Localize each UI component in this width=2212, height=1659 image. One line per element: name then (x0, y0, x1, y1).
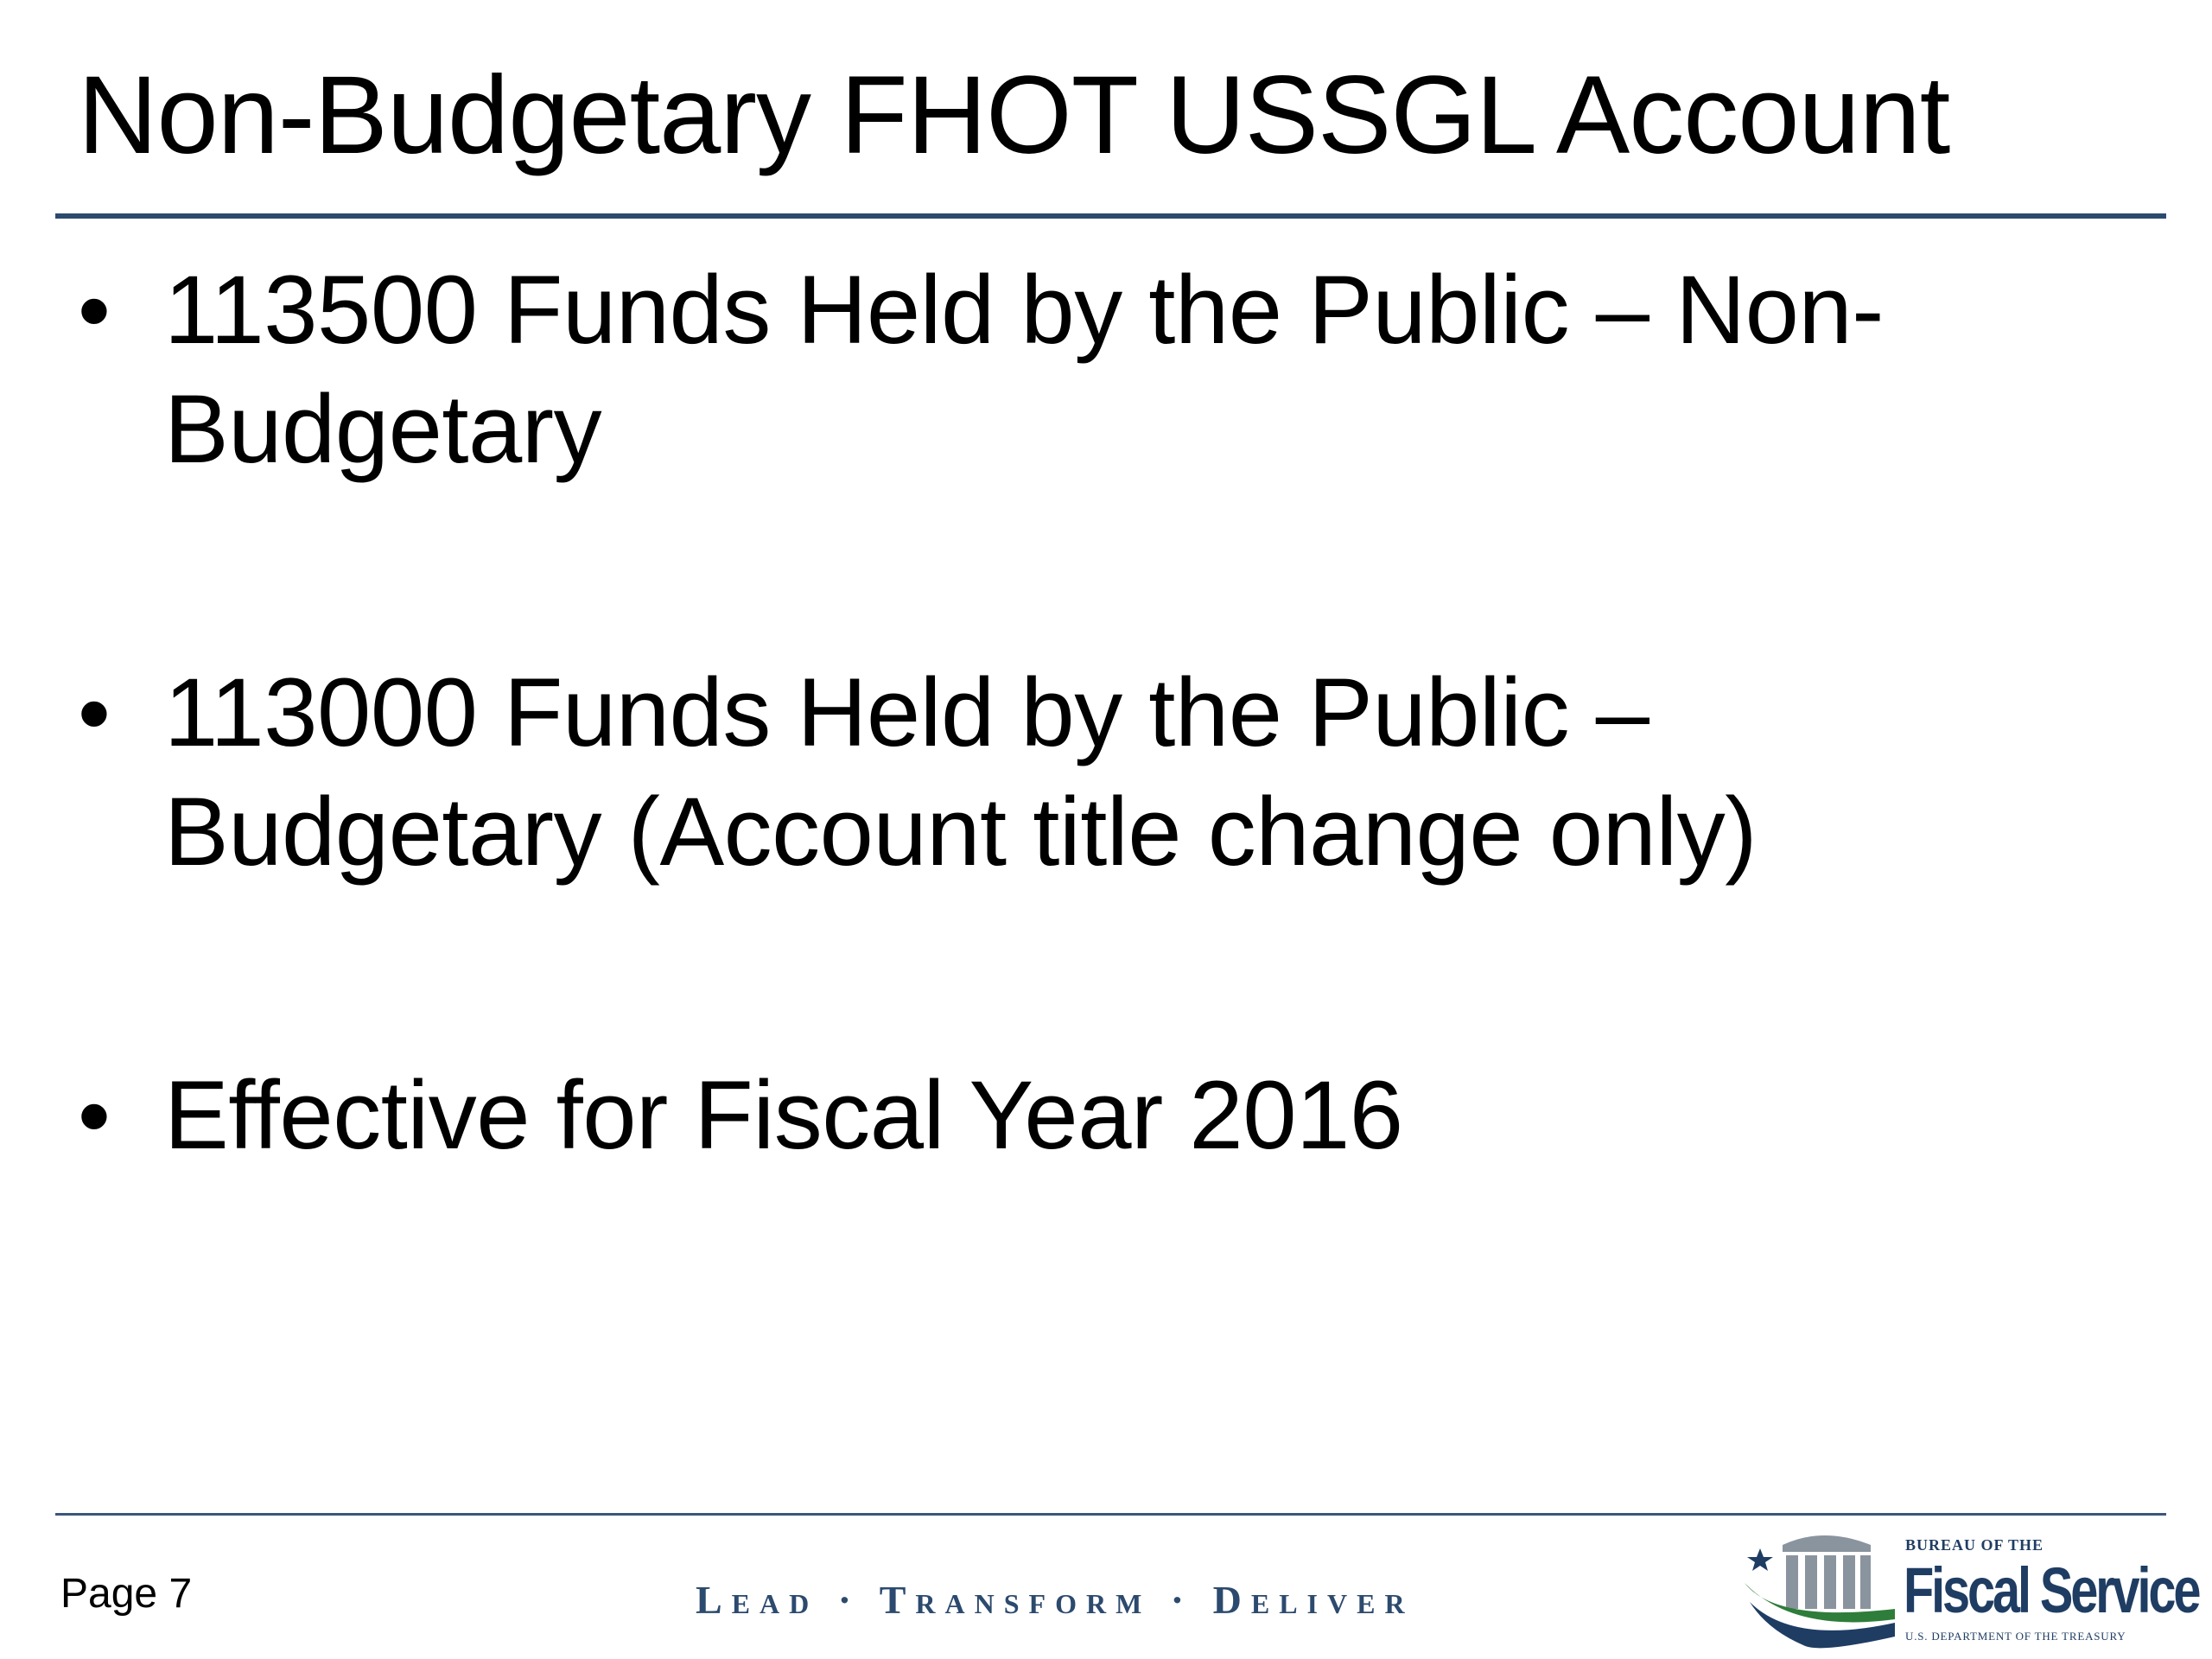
bullet-text: 113000 Funds Held by the Public – Budgetary (Account title change only) (164, 658, 1758, 886)
bullet-text: 113500 Funds Held by the Public – Non-Budgetary (164, 256, 1884, 483)
bullet-marker: • (78, 257, 111, 362)
footer-tagline: Lead · Transform · Deliver (696, 1578, 1414, 1622)
bullet-text: Effective for Fiscal Year 2016 (164, 1061, 1403, 1169)
logo-fiscal-service: Fiscal Service (1904, 1554, 2199, 1626)
fiscal-service-logo (1741, 1519, 2199, 1649)
footer-divider (55, 1513, 2166, 1516)
logo-wordmark (1904, 1536, 2199, 1649)
bullet-marker: • (78, 660, 111, 765)
page-number: Page 7 (60, 1571, 193, 1617)
slide-title: Non-Budgetary FHOT USSGL Account (78, 54, 1950, 177)
treasury-building-icon (1741, 1519, 1897, 1649)
bullet-marker: • (78, 1063, 111, 1167)
title-divider (55, 213, 2166, 219)
logo-bureau-line: BUREAU OF THE (1905, 1536, 2044, 1554)
logo-treasury-line: U.S. DEPARTMENT OF THE TREASURY (1905, 1630, 2126, 1643)
